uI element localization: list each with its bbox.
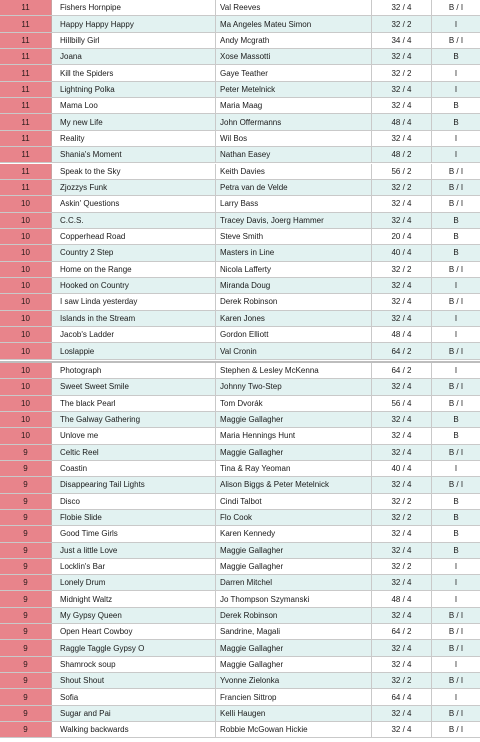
counts-walls-cell[interactable]: 48 / 4: [372, 591, 432, 606]
counts-walls-cell[interactable]: 32 / 2: [372, 180, 432, 195]
choreographer-cell[interactable]: Peter Metelnick: [216, 82, 372, 97]
dance-title-cell[interactable]: Celtic Reel: [52, 445, 216, 460]
table-row[interactable]: [0, 82, 480, 98]
level-cell[interactable]: I: [454, 84, 458, 94]
level-cell[interactable]: B / I: [448, 610, 464, 620]
table-row[interactable]: [0, 294, 480, 310]
table-row[interactable]: [0, 379, 480, 395]
dance-title-cell[interactable]: Hooked on Country: [52, 278, 216, 293]
table-row[interactable]: [0, 722, 480, 738]
level-cell[interactable]: B: [453, 431, 459, 441]
table-row[interactable]: [0, 16, 480, 32]
level-cell[interactable]: B / I: [448, 676, 464, 686]
counts-walls-cell[interactable]: 56 / 4: [372, 396, 432, 411]
table-row[interactable]: [0, 65, 480, 81]
table-row[interactable]: [0, 278, 480, 294]
counts-walls-cell[interactable]: 32 / 2: [372, 65, 432, 80]
table-row[interactable]: [0, 0, 480, 16]
dance-title-cell[interactable]: Disappearing Tail Lights: [52, 477, 216, 492]
table-row[interactable]: [0, 640, 480, 656]
choreographer-cell[interactable]: Maggie Gallagher: [216, 543, 372, 558]
counts-walls-cell[interactable]: 32 / 4: [372, 526, 432, 541]
table-row[interactable]: [0, 245, 480, 261]
dance-title-cell[interactable]: Photograph: [52, 363, 216, 378]
table-row[interactable]: [0, 445, 480, 461]
table-row[interactable]: [0, 131, 480, 147]
table-row[interactable]: [0, 114, 480, 130]
counts-walls-cell[interactable]: 48 / 2: [372, 147, 432, 162]
rank-cell[interactable]: 9: [0, 559, 52, 574]
rank-cell[interactable]: 10: [0, 245, 52, 260]
table-row[interactable]: [0, 689, 480, 705]
rank-cell[interactable]: 11: [0, 49, 52, 64]
level-cell[interactable]: I: [454, 692, 458, 702]
rank-cell[interactable]: 9: [0, 510, 52, 525]
counts-walls-cell[interactable]: 32 / 4: [372, 445, 432, 460]
choreographer-cell[interactable]: Gaye Teather: [216, 65, 372, 80]
level-cell[interactable]: I: [454, 150, 458, 160]
choreographer-cell[interactable]: Kelli Haugen: [216, 706, 372, 721]
choreographer-cell[interactable]: Maggie Gallagher: [216, 640, 372, 655]
dance-title-cell[interactable]: Shamrock soup: [52, 657, 216, 672]
dance-title-cell[interactable]: Shout Shout: [52, 673, 216, 688]
rank-cell[interactable]: 11: [0, 98, 52, 113]
counts-walls-cell[interactable]: 32 / 4: [372, 131, 432, 146]
level-cell[interactable]: B / I: [448, 447, 464, 457]
dance-title-cell[interactable]: My Gypsy Queen: [52, 608, 216, 623]
counts-walls-cell[interactable]: 32 / 4: [372, 477, 432, 492]
rank-cell[interactable]: 9: [0, 494, 52, 509]
table-row[interactable]: [0, 311, 480, 327]
choreographer-cell[interactable]: Tina & Ray Yeoman: [216, 461, 372, 476]
rank-cell[interactable]: 9: [0, 543, 52, 558]
counts-walls-cell[interactable]: 32 / 4: [372, 722, 432, 737]
dance-title-cell[interactable]: Lonely Drum: [52, 575, 216, 590]
choreographer-cell[interactable]: Maggie Gallagher: [216, 559, 372, 574]
dance-title-cell[interactable]: Speak to the Sky: [52, 164, 216, 179]
dance-title-cell[interactable]: Fishers Hornpipe: [52, 0, 216, 15]
choreographer-cell[interactable]: Alison Biggs & Peter Metelnick: [216, 477, 372, 492]
table-row[interactable]: [0, 343, 480, 359]
rank-cell[interactable]: 10: [0, 213, 52, 228]
counts-walls-cell[interactable]: 64 / 4: [372, 689, 432, 704]
table-row[interactable]: [0, 461, 480, 477]
level-cell[interactable]: I: [454, 133, 458, 143]
level-cell[interactable]: I: [454, 366, 458, 376]
choreographer-cell[interactable]: Darren Mitchel: [216, 575, 372, 590]
dance-title-cell[interactable]: Loslappie: [52, 343, 216, 358]
choreographer-cell[interactable]: Val Reeves: [216, 0, 372, 15]
rank-cell[interactable]: 10: [0, 311, 52, 326]
rank-cell[interactable]: 11: [0, 0, 52, 15]
rank-cell[interactable]: 11: [0, 82, 52, 97]
counts-walls-cell[interactable]: 32 / 4: [372, 196, 432, 211]
choreographer-cell[interactable]: Petra van de Velde: [216, 180, 372, 195]
table-row[interactable]: [0, 213, 480, 229]
counts-walls-cell[interactable]: 32 / 2: [372, 673, 432, 688]
table-row[interactable]: [0, 673, 480, 689]
dance-title-cell[interactable]: Hillbilly Girl: [52, 33, 216, 48]
choreographer-cell[interactable]: Maggie Gallagher: [216, 445, 372, 460]
dance-title-cell[interactable]: I saw Linda yesterday: [52, 294, 216, 309]
table-row[interactable]: [0, 706, 480, 722]
rank-cell[interactable]: 10: [0, 196, 52, 211]
rank-cell[interactable]: 9: [0, 689, 52, 704]
dance-title-cell[interactable]: Country 2 Step: [52, 245, 216, 260]
counts-walls-cell[interactable]: 32 / 4: [372, 706, 432, 721]
rank-cell[interactable]: 11: [0, 65, 52, 80]
counts-walls-cell[interactable]: 32 / 4: [372, 82, 432, 97]
level-cell[interactable]: B: [453, 117, 459, 127]
rank-cell[interactable]: 9: [0, 575, 52, 590]
table-row[interactable]: [0, 196, 480, 212]
dance-title-cell[interactable]: Askin' Questions: [52, 196, 216, 211]
choreographer-cell[interactable]: Derek Robinson: [216, 608, 372, 623]
choreographer-cell[interactable]: Nathan Easey: [216, 147, 372, 162]
choreographer-cell[interactable]: Keith Davies: [216, 164, 372, 179]
dance-title-cell[interactable]: Shania's Moment: [52, 147, 216, 162]
choreographer-cell[interactable]: Maria Hennings Hunt: [216, 428, 372, 443]
level-cell[interactable]: I: [454, 19, 458, 29]
level-cell[interactable]: B: [453, 496, 459, 506]
dance-title-cell[interactable]: Just a little Love: [52, 543, 216, 558]
level-cell[interactable]: B: [453, 529, 459, 539]
level-cell[interactable]: B: [453, 248, 459, 258]
counts-walls-cell[interactable]: 64 / 2: [372, 343, 432, 358]
choreographer-cell[interactable]: Maggie Gallagher: [216, 412, 372, 427]
counts-walls-cell[interactable]: 64 / 2: [372, 363, 432, 378]
choreographer-cell[interactable]: Flo Cook: [216, 510, 372, 525]
level-cell[interactable]: I: [454, 464, 458, 474]
table-row[interactable]: [0, 608, 480, 624]
counts-walls-cell[interactable]: 32 / 4: [372, 213, 432, 228]
rank-cell[interactable]: 11: [0, 114, 52, 129]
choreographer-cell[interactable]: Karen Jones: [216, 311, 372, 326]
rank-cell[interactable]: 9: [0, 722, 52, 737]
level-cell[interactable]: B: [453, 52, 459, 62]
level-cell[interactable]: B / I: [448, 708, 464, 718]
rank-cell[interactable]: 9: [0, 461, 52, 476]
rank-cell[interactable]: 11: [0, 180, 52, 195]
table-row[interactable]: [0, 229, 480, 245]
choreographer-cell[interactable]: Karen Kennedy: [216, 526, 372, 541]
counts-walls-cell[interactable]: 32 / 2: [372, 559, 432, 574]
counts-walls-cell[interactable]: 32 / 4: [372, 294, 432, 309]
level-cell[interactable]: B / I: [448, 398, 464, 408]
counts-walls-cell[interactable]: 40 / 4: [372, 245, 432, 260]
dance-title-cell[interactable]: Happy Happy Happy: [52, 16, 216, 31]
level-cell[interactable]: B: [453, 232, 459, 242]
choreographer-cell[interactable]: Cindi Talbot: [216, 494, 372, 509]
table-row[interactable]: [0, 494, 480, 510]
dance-title-cell[interactable]: The black Pearl: [52, 396, 216, 411]
counts-walls-cell[interactable]: 20 / 4: [372, 229, 432, 244]
choreographer-cell[interactable]: Xose Massotti: [216, 49, 372, 64]
table-row[interactable]: [0, 396, 480, 412]
choreographer-cell[interactable]: John Offermanns: [216, 114, 372, 129]
choreographer-cell[interactable]: Tracey Davis, Joerg Hammer: [216, 213, 372, 228]
counts-walls-cell[interactable]: 32 / 4: [372, 49, 432, 64]
dance-title-cell[interactable]: Open Heart Cowboy: [52, 624, 216, 639]
rank-cell[interactable]: 10: [0, 229, 52, 244]
choreographer-cell[interactable]: Francien Sittrop: [216, 689, 372, 704]
table-row[interactable]: [0, 98, 480, 114]
section-divider: [0, 361, 480, 363]
dance-title-cell[interactable]: Zjozzys Funk: [52, 180, 216, 195]
level-cell[interactable]: I: [454, 313, 458, 323]
dance-title-cell[interactable]: Lightning Polka: [52, 82, 216, 97]
dance-title-cell[interactable]: Walking backwards: [52, 722, 216, 737]
level-cell[interactable]: B / I: [448, 297, 464, 307]
dance-title-cell[interactable]: Kill the Spiders: [52, 65, 216, 80]
level-cell[interactable]: B: [453, 513, 459, 523]
counts-walls-cell[interactable]: 32 / 4: [372, 278, 432, 293]
dance-title-cell[interactable]: Coastin: [52, 461, 216, 476]
counts-walls-cell[interactable]: 34 / 4: [372, 33, 432, 48]
dance-title-cell[interactable]: Reality: [52, 131, 216, 146]
dance-title-cell[interactable]: Midnight Waltz: [52, 591, 216, 606]
level-cell[interactable]: B: [453, 545, 459, 555]
dance-title-cell[interactable]: Flobie Slide: [52, 510, 216, 525]
table-row[interactable]: [0, 147, 480, 163]
choreographer-cell[interactable]: Robbie McGowan Hickie: [216, 722, 372, 737]
rank-cell[interactable]: 10: [0, 412, 52, 427]
rank-cell[interactable]: 9: [0, 591, 52, 606]
dance-title-cell[interactable]: Islands in the Stream: [52, 311, 216, 326]
rank-cell[interactable]: 9: [0, 445, 52, 460]
choreographer-cell[interactable]: Val Cronin: [216, 343, 372, 358]
level-cell[interactable]: I: [454, 594, 458, 604]
table-row[interactable]: [0, 477, 480, 493]
choreographer-cell[interactable]: Maria Maag: [216, 98, 372, 113]
counts-walls-cell[interactable]: 48 / 4: [372, 114, 432, 129]
dance-title-cell[interactable]: Sugar and Pai: [52, 706, 216, 721]
choreographer-cell[interactable]: Yvonne Zielonka: [216, 673, 372, 688]
dance-title-cell[interactable]: Mama Loo: [52, 98, 216, 113]
choreographer-cell[interactable]: Johnny Two-Step: [216, 379, 372, 394]
counts-walls-cell[interactable]: 32 / 4: [372, 0, 432, 15]
table-row[interactable]: [0, 180, 480, 196]
table-row[interactable]: [0, 363, 480, 379]
counts-walls-cell[interactable]: 32 / 4: [372, 311, 432, 326]
table-row[interactable]: [0, 575, 480, 591]
level-cell[interactable]: B / I: [448, 3, 464, 13]
table-row[interactable]: [0, 526, 480, 542]
choreographer-cell[interactable]: Jo Thompson Szymanski: [216, 591, 372, 606]
dance-title-cell[interactable]: Raggle Taggle Gypsy O: [52, 640, 216, 655]
counts-walls-cell[interactable]: 32 / 4: [372, 98, 432, 113]
choreographer-cell[interactable]: Masters in Line: [216, 245, 372, 260]
level-cell[interactable]: B / I: [448, 183, 464, 193]
dance-title-cell[interactable]: The Galway Gathering: [52, 412, 216, 427]
rank-cell[interactable]: 11: [0, 147, 52, 162]
rank-cell[interactable]: 10: [0, 294, 52, 309]
dance-title-cell[interactable]: Locklin's Bar: [52, 559, 216, 574]
level-cell[interactable]: I: [454, 659, 458, 669]
rank-cell[interactable]: 10: [0, 379, 52, 394]
table-row[interactable]: [0, 543, 480, 559]
choreographer-cell[interactable]: Ma Angeles Mateu Simon: [216, 16, 372, 31]
counts-walls-cell[interactable]: 32 / 4: [372, 543, 432, 558]
rank-cell[interactable]: 10: [0, 428, 52, 443]
level-cell[interactable]: B / I: [448, 480, 464, 490]
level-cell[interactable]: B / I: [448, 166, 464, 176]
table-row[interactable]: [0, 327, 480, 343]
rank-cell[interactable]: 10: [0, 343, 52, 358]
choreographer-cell[interactable]: Stephen & Lesley McKenna: [216, 363, 372, 378]
level-cell[interactable]: B / I: [448, 199, 464, 209]
table-row[interactable]: [0, 591, 480, 607]
rank-cell[interactable]: 11: [0, 164, 52, 179]
choreographer-cell[interactable]: Andy Mcgrath: [216, 33, 372, 48]
rank-cell[interactable]: 11: [0, 16, 52, 31]
table-row[interactable]: [0, 559, 480, 575]
choreographer-cell[interactable]: Wil Bos: [216, 131, 372, 146]
choreographer-cell[interactable]: Larry Bass: [216, 196, 372, 211]
choreographer-cell[interactable]: Nicola Lafferty: [216, 262, 372, 277]
table-row[interactable]: [0, 428, 480, 444]
level-cell[interactable]: B / I: [448, 382, 464, 392]
table-row[interactable]: [0, 510, 480, 526]
rank-cell[interactable]: 10: [0, 396, 52, 411]
counts-walls-cell[interactable]: 32 / 2: [372, 16, 432, 31]
dance-title-cell[interactable]: Sofia: [52, 689, 216, 704]
table-row[interactable]: [0, 164, 480, 180]
dance-title-cell[interactable]: My new Life: [52, 114, 216, 129]
rank-cell[interactable]: 10: [0, 363, 52, 378]
table-row[interactable]: [0, 624, 480, 640]
counts-walls-cell[interactable]: 64 / 2: [372, 624, 432, 639]
dance-title-cell[interactable]: Home on the Range: [52, 262, 216, 277]
counts-walls-cell[interactable]: 48 / 4: [372, 327, 432, 342]
level-cell[interactable]: B / I: [448, 264, 464, 274]
choreographer-cell[interactable]: Gordon Elliott: [216, 327, 372, 342]
level-cell[interactable]: B / I: [448, 35, 464, 45]
rank-cell[interactable]: 9: [0, 624, 52, 639]
level-cell[interactable]: I: [454, 561, 458, 571]
level-cell[interactable]: B: [453, 415, 459, 425]
choreographer-cell[interactable]: Tom Dvorák: [216, 396, 372, 411]
rank-cell[interactable]: 10: [0, 262, 52, 277]
rank-cell[interactable]: 11: [0, 33, 52, 48]
counts-walls-cell[interactable]: 32 / 2: [372, 510, 432, 525]
rank-cell[interactable]: 9: [0, 608, 52, 623]
dance-title-cell[interactable]: Joana: [52, 49, 216, 64]
dance-title-cell[interactable]: Disco: [52, 494, 216, 509]
choreographer-cell[interactable]: Miranda Doug: [216, 278, 372, 293]
level-cell[interactable]: B / I: [448, 643, 464, 653]
table-row[interactable]: [0, 49, 480, 65]
counts-walls-cell[interactable]: 32 / 4: [372, 657, 432, 672]
level-cell[interactable]: B / I: [448, 725, 464, 735]
dance-title-cell[interactable]: C.C.S.: [52, 213, 216, 228]
rank-cell[interactable]: 9: [0, 526, 52, 541]
rank-cell[interactable]: 11: [0, 131, 52, 146]
counts-walls-cell[interactable]: 32 / 4: [372, 428, 432, 443]
counts-walls-cell[interactable]: 32 / 2: [372, 494, 432, 509]
level-cell[interactable]: B / I: [448, 627, 464, 637]
level-cell[interactable]: I: [454, 68, 458, 78]
rank-cell[interactable]: 9: [0, 673, 52, 688]
rank-cell[interactable]: 10: [0, 278, 52, 293]
rank-cell[interactable]: 9: [0, 477, 52, 492]
choreographer-cell[interactable]: Derek Robinson: [216, 294, 372, 309]
level-cell[interactable]: B: [453, 215, 459, 225]
dance-title-cell[interactable]: Jacob's Ladder: [52, 327, 216, 342]
choreographer-cell[interactable]: Sandrine, Magali: [216, 624, 372, 639]
counts-walls-cell[interactable]: 32 / 2: [372, 262, 432, 277]
table-row[interactable]: [0, 412, 480, 428]
rank-cell[interactable]: 9: [0, 706, 52, 721]
level-cell[interactable]: I: [454, 330, 458, 340]
level-cell[interactable]: B: [453, 101, 459, 111]
counts-walls-cell[interactable]: 56 / 2: [372, 164, 432, 179]
counts-walls-cell[interactable]: 32 / 4: [372, 608, 432, 623]
level-cell[interactable]: I: [454, 578, 458, 588]
counts-walls-cell[interactable]: 32 / 4: [372, 412, 432, 427]
choreographer-cell[interactable]: Maggie Gallagher: [216, 657, 372, 672]
dance-title-cell[interactable]: Sweet Sweet Smile: [52, 379, 216, 394]
table-row[interactable]: [0, 33, 480, 49]
dance-title-cell[interactable]: Unlove me: [52, 428, 216, 443]
rank-cell[interactable]: 9: [0, 657, 52, 672]
dance-title-cell[interactable]: Good Time Girls: [52, 526, 216, 541]
level-cell[interactable]: B / I: [448, 346, 464, 356]
choreographer-cell[interactable]: Steve Smith: [216, 229, 372, 244]
rank-cell[interactable]: 10: [0, 327, 52, 342]
counts-walls-cell[interactable]: 32 / 4: [372, 575, 432, 590]
table-row[interactable]: [0, 262, 480, 278]
dance-title-cell[interactable]: Copperhead Road: [52, 229, 216, 244]
counts-walls-cell[interactable]: 32 / 4: [372, 379, 432, 394]
level-cell[interactable]: I: [454, 281, 458, 291]
rank-cell[interactable]: 9: [0, 640, 52, 655]
counts-walls-cell[interactable]: 32 / 4: [372, 640, 432, 655]
counts-walls-cell[interactable]: 40 / 4: [372, 461, 432, 476]
table-row[interactable]: [0, 657, 480, 673]
